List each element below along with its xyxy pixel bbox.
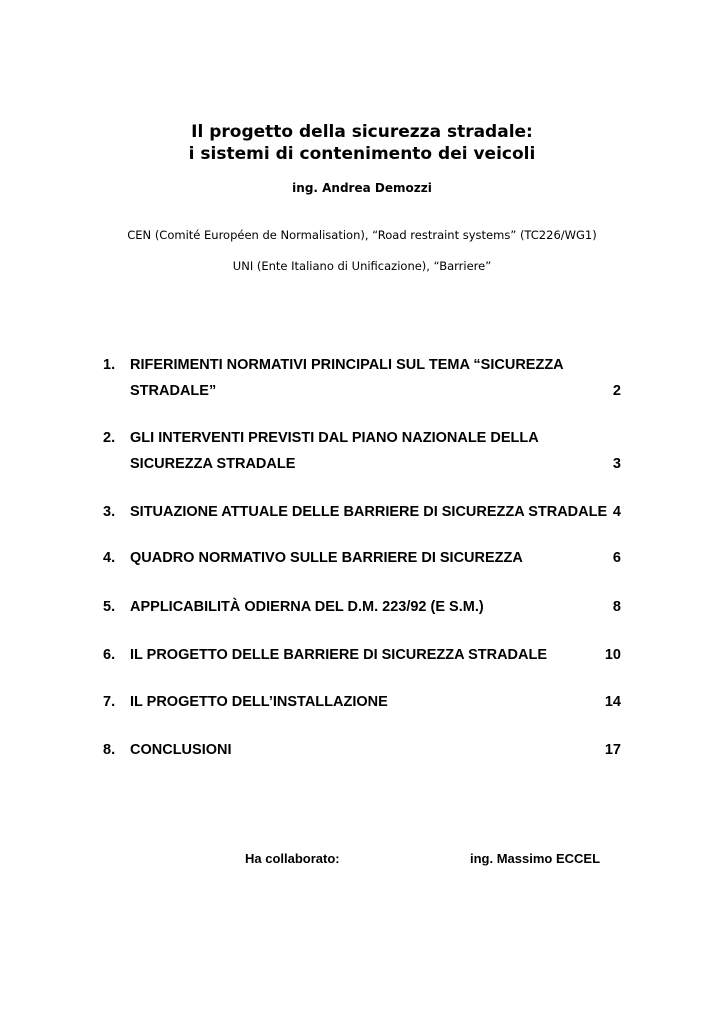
toc-entry-number: 8. [103, 742, 116, 758]
toc-entry-number: 7. [103, 694, 116, 710]
toc-entry-number: 3. [103, 504, 116, 520]
toc-entry-page: 2 [612, 383, 621, 399]
toc-entry-title: IL PROGETTO DELLE BARRIERE DI SICUREZZA STRADALE [130, 647, 548, 663]
toc-entry-6 [103, 640, 621, 670]
toc-entry-4 [103, 543, 621, 573]
toc-entry-page: 4 [612, 504, 621, 520]
toc-entry-title-line1: GLI INTERVENTI PREVISTI DAL PIANO NAZIONALE DELLA [130, 430, 539, 446]
toc-entry-5 [103, 592, 621, 622]
toc-entry-page: 6 [612, 550, 621, 566]
collaborator-name: ing. Massimo ECCEL [470, 851, 601, 866]
toc-entry-title: QUADRO NORMATIVO SULLE BARRIERE DI SICUREZZA [130, 550, 523, 566]
toc-entry-1 [103, 350, 621, 410]
collaboration-label: Ha collaborato: [245, 851, 340, 866]
toc-entry-title: IL PROGETTO DELL’INSTALLAZIONE [130, 694, 388, 710]
toc-entry-page: 8 [612, 599, 621, 615]
reference-cen: CEN (Comité Européen de Normalisation), “Road restraint systems” (TC226/WG1) [127, 228, 597, 242]
toc-entry-number: 6. [103, 647, 116, 663]
toc-entry-2 [103, 423, 621, 483]
toc-entry-title: APPLICABILITÀ ODIERNA DEL D.M. 223/92 (E S.M.) [130, 599, 484, 615]
toc-entry-page: 17 [604, 742, 621, 758]
toc-entry-page: 3 [612, 456, 621, 472]
reference-uni: UNI (Ente Italiano di Unificazione), “Barriere” [232, 259, 492, 273]
toc-entry-title: SITUAZIONE ATTUALE DELLE BARRIERE DI SICUREZZA STRADALE [130, 504, 608, 520]
author-name: ing. Andrea Demozzi [292, 181, 432, 195]
toc-entry-title-line2: SICUREZZA STRADALE [130, 456, 296, 472]
toc-entry-3 [103, 497, 621, 527]
document-title-line2: i sistemi di contenimento dei veicoli [188, 144, 536, 164]
toc-entry-number: 2. [103, 430, 116, 446]
toc-entry-title-line1: RIFERIMENTI NORMATIVI PRINCIPALI SUL TEMA “SICUREZZA [130, 357, 564, 373]
toc-entry-8 [103, 735, 621, 765]
toc-entry-number: 1. [103, 357, 116, 373]
toc-entry-number: 5. [103, 599, 116, 615]
toc-entry-page: 10 [604, 647, 621, 663]
document-title-line1: Il progetto della sicurezza stradale: [191, 122, 533, 142]
toc-entry-title: CONCLUSIONI [130, 742, 232, 758]
toc-entry-title-line2: STRADALE” [130, 383, 217, 399]
toc-entry-page: 14 [604, 694, 621, 710]
toc-entry-7 [103, 687, 621, 717]
toc-entry-number: 4. [103, 550, 116, 566]
